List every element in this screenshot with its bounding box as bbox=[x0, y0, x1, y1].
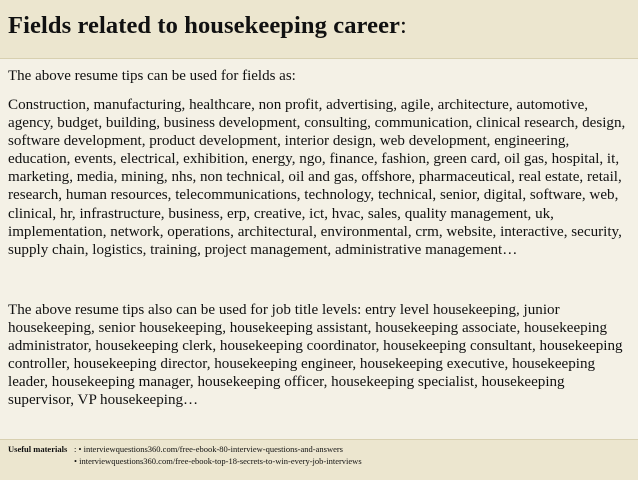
fields-paragraph: Construction, manufacturing, healthcare, non profit, advertising, agile, architecture, automotive, agency, budget, building, business development, consulting, communication, clinical research, design, software development, product development, interior design, web development, engineering, education, events, electrical, exhibition, energy, ngo, finance, fashion, green card, oil gas, hospital, it, marketing, media, mining, nhs, non technical, oil and gas, offshore, pharmaceutical, real estate, retail, research, human resources, telecommunications, technology, technical, senior, digital, software, web, clinical, hr, infrastructure, business, erp, creative, ict, hvac, sales, quality management, uk, implementation, network, operations, architectural, environmental, crm, website, interactive, security, supply chain, logistics, training, project management, administrative management… bbox=[8, 97, 626, 258]
footer-link-ebook-18-secrets[interactable]: • interviewquestions360.com/free-ebook-top-18-secrets-to-win-every-job-interviews bbox=[74, 456, 362, 466]
slide-title bbox=[8, 12, 407, 40]
intro-text: The above resume tips can be used for fields as: bbox=[8, 68, 296, 84]
footer-link-ebook-80-questions[interactable]: : • interviewquestions360.com/free-ebook-80-interview-questions-and-answers bbox=[74, 444, 343, 454]
slide-title-text: Fields related to housekeeping career bbox=[8, 12, 401, 39]
slide-title-colon: : bbox=[400, 12, 407, 39]
levels-paragraph: The above resume tips also can be used for job title levels: entry level housekeeping, junior housekeeping, senior housekeeping, housekeeping assistant, housekeeping associate, housekeeping administrator, housekeeping clerk, housekeeping coordinator, housekeeping consultant, housekeeping controller, housekeeping director, housekeeping engineer, housekeeping executive, housekeeping leader, housekeeping manager, housekeeping officer, housekeeping specialist, housekeeping supervisor, VP housekeeping… bbox=[8, 302, 623, 409]
footer-label: Useful materials bbox=[8, 444, 68, 454]
